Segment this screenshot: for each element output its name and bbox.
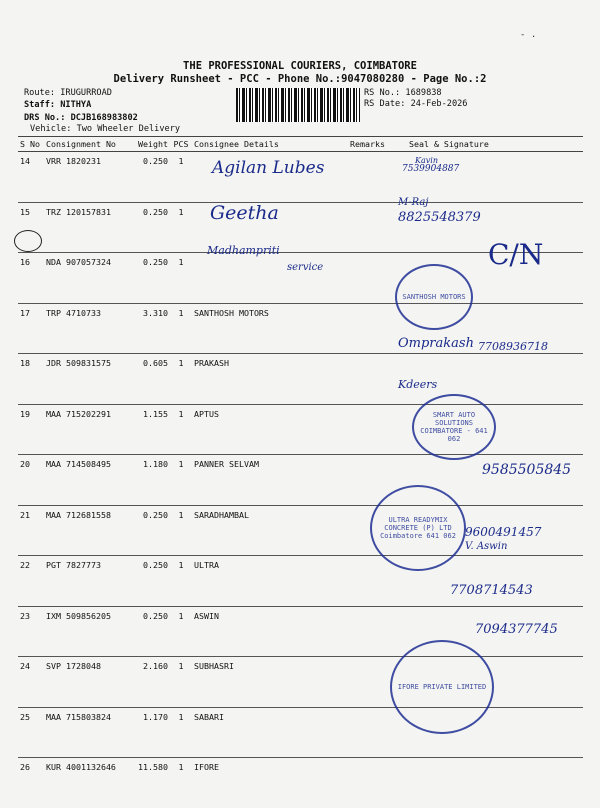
row-remarks	[348, 152, 387, 203]
hand-name-14: Kavin	[415, 156, 438, 165]
row-pcs: 1	[170, 303, 192, 354]
row-weight: 0.605	[130, 354, 170, 405]
barcode	[236, 88, 360, 122]
row-sno: 21	[18, 505, 44, 556]
drs-number: DRS No.: DCJB168983802	[24, 113, 138, 123]
hand-phone-14: 7539904887	[402, 164, 460, 174]
corner-mark: - .	[520, 30, 537, 40]
route: Route: IRUGURROAD	[24, 88, 112, 98]
row-pcs: 1	[170, 505, 192, 556]
row-consignee: PRAKASH	[192, 354, 348, 405]
row-sno: 14	[18, 152, 44, 203]
company-title: THE PROFESSIONAL COURIERS, COIMBATORE	[183, 60, 417, 72]
hand-sign-18: Omprakash	[398, 336, 474, 351]
row-consignee: SUBHASRI	[192, 657, 348, 708]
row-weight: 1.180	[130, 455, 170, 506]
row-weight: 0.250	[130, 253, 170, 304]
row-pcs: 1	[178, 762, 184, 772]
row-consignment-no: VRR 1820231	[44, 152, 130, 203]
row-sno: 25	[18, 707, 44, 758]
row-pcs: 1	[170, 253, 192, 304]
row-sno: 19	[18, 404, 44, 455]
row-remarks	[348, 606, 387, 657]
row-pcs: 1	[170, 152, 192, 203]
stamp-ultra-readymix: ULTRA READYMIX CONCRETE (P) LTD Coimbatore 641 062	[370, 485, 466, 571]
row-remarks	[348, 253, 387, 304]
row-consignee: ULTRA	[192, 556, 348, 607]
row-consignment-no: JDR 509831575	[44, 354, 130, 405]
row-consignment-no: PGT 7827773	[44, 556, 130, 607]
table-row	[18, 404, 583, 455]
hand-phone-23: 9600491457	[465, 525, 542, 539]
row-pcs: 1	[170, 556, 192, 607]
row-remarks	[348, 202, 387, 253]
row-pcs: 1	[170, 657, 192, 708]
col-remarks: Remarks	[348, 137, 387, 152]
row-weight: 0.250	[130, 202, 170, 253]
row-remarks	[348, 758, 387, 808]
row-weight: 0.250	[130, 505, 170, 556]
hand-consignee-16b: service	[287, 262, 324, 273]
hand-phone-25: 7094377745	[475, 622, 558, 637]
row-sno: 16	[18, 253, 44, 304]
row-sno: 24	[18, 657, 44, 708]
row-consignment-no: NDA 907057324	[44, 253, 130, 304]
row-weight: 1.155	[130, 404, 170, 455]
row-consignment-no: MAA 714508495	[44, 455, 130, 506]
row-remarks	[348, 556, 387, 607]
table-row	[18, 657, 583, 708]
row-weight: 0.250	[130, 556, 170, 607]
rs-date: RS Date: 24-Feb-2026	[364, 99, 468, 109]
hand-name-23: V. Aswin	[465, 541, 508, 552]
row-consignee	[192, 253, 348, 304]
table-row	[18, 354, 583, 405]
row-sno: 15	[18, 202, 44, 253]
col-signature: Seal & Signature	[387, 137, 583, 152]
row-consignment-no: MAA 715803824	[44, 707, 130, 758]
row-signature	[387, 758, 583, 808]
row-weight: 3.310	[130, 303, 170, 354]
row-weight: 1.170	[130, 707, 170, 758]
runsheet-subtitle: Delivery Runsheet - PCC - Phone No.:9047080280 - Page No.:2	[113, 73, 487, 85]
row-consignment-no: TRZ 120157831	[44, 202, 130, 253]
col-consignee: Consignee Details	[192, 137, 348, 152]
row-weight: 0.250	[130, 606, 170, 657]
row-consignee: SANTHOSH MOTORS	[192, 303, 348, 354]
row-pcs: 1	[170, 606, 192, 657]
hand-phone-15: 8825548379	[398, 210, 481, 225]
row-remarks	[348, 354, 387, 405]
row-weight: 0.250	[130, 152, 170, 203]
vehicle: Vehicle: Two Wheeler Delivery	[30, 124, 181, 134]
stamp-ifore: IFORE PRIVATE LIMITED	[390, 640, 494, 734]
row-consignee: PANNER SELVAM	[192, 455, 348, 506]
row-consignment-no: IXM 509856205	[44, 606, 130, 657]
staff: Staff: NITHYA	[24, 100, 92, 110]
stamp-smart-auto: SMART AUTO SOLUTIONS COIMBATORE - 641 062	[412, 394, 496, 460]
row-remarks	[348, 707, 387, 758]
hand-phone-18: 7708936718	[478, 340, 548, 353]
row-pcs: 1	[170, 455, 192, 506]
table-row	[18, 556, 583, 607]
row-sno: 22	[18, 556, 44, 607]
row-pcs: 1	[170, 202, 192, 253]
row-consignment-no: TRP 4710733	[44, 303, 130, 354]
col-consignment: Consignment No	[44, 137, 130, 152]
row-consignee: APTUS	[192, 404, 348, 455]
hand-sign-19: Kdeers	[398, 378, 438, 391]
row-sno: 18	[18, 354, 44, 405]
row-remarks	[348, 455, 387, 506]
stamp-santhosh-motors: SANTHOSH MOTORS	[395, 264, 473, 330]
row-consignment-no: KUR 4001132646	[46, 762, 116, 772]
row-consignee: ASWIN	[192, 606, 348, 657]
hand-remark-16: C/N	[488, 238, 544, 271]
hand-consignee-14: Agilan Lubes	[212, 158, 325, 178]
table-row	[18, 758, 583, 808]
row-sno: 17	[18, 303, 44, 354]
row-consignment-no: SVP 1728048	[44, 657, 130, 708]
row-sno: 23	[18, 606, 44, 657]
row-remarks	[348, 657, 387, 708]
row-pcs: 1	[170, 404, 192, 455]
row-consignee: SARADHAMBAL	[192, 505, 348, 556]
rs-number: RS No.: 1689838	[364, 88, 442, 98]
row-consignment-no: MAA 715202291	[44, 404, 130, 455]
row-consignee: SABARI	[192, 707, 348, 758]
hand-consignee-16a: Madhampriti	[207, 244, 280, 257]
col-weight: Weight	[130, 137, 170, 152]
row-16-circle-mark	[14, 230, 42, 252]
hand-phone-21: 9585505845	[482, 462, 572, 478]
row-remarks	[348, 404, 387, 455]
row-pcs: 1	[170, 707, 192, 758]
row-weight: 2.160	[130, 657, 170, 708]
row-consignment-no: MAA 712681558	[44, 505, 130, 556]
row-pcs: 1	[170, 354, 192, 405]
row-sno: 26	[20, 762, 30, 772]
hand-consignee-15: Geetha	[210, 202, 279, 224]
table-row	[18, 707, 583, 758]
col-sno: S No	[18, 137, 44, 152]
row-weight: 11.580	[138, 762, 168, 772]
row-sno: 20	[18, 455, 44, 506]
col-pcs: PCS	[170, 137, 192, 152]
row-consignee: IFORE	[194, 762, 219, 772]
table-header	[18, 137, 583, 152]
hand-name-15: M-Raj	[398, 197, 429, 208]
hand-phone-24: 7708714543	[450, 583, 533, 598]
row-remarks	[348, 303, 387, 354]
